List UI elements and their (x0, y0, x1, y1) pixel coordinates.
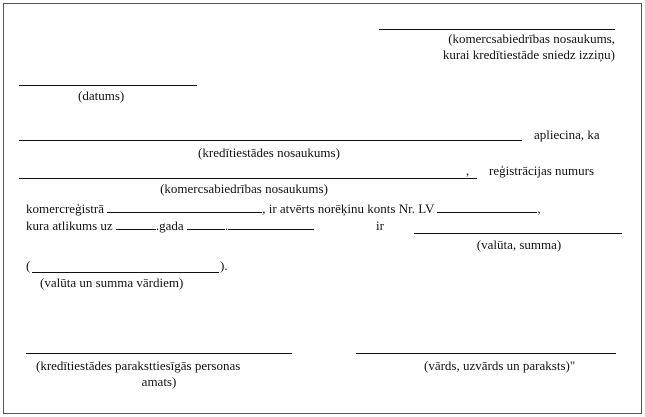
amount-words-line (32, 272, 219, 273)
position-caption-1: (kredītiestādes paraksttiesīgās personas (36, 358, 241, 373)
currency-amount-caption: (valūta, summa) (476, 237, 562, 252)
registry-prefix: komercreģistrā (26, 201, 104, 216)
signature-caption: (vārds, uzvārds un paraksts)" (424, 358, 576, 373)
balance-dot: . (224, 218, 229, 233)
document-form (3, 3, 642, 414)
date-caption: (datums) (78, 88, 125, 103)
currency-amount-line (414, 233, 622, 234)
day-field (228, 218, 314, 230)
company-line (19, 178, 477, 179)
position-line (26, 353, 292, 354)
month-field (187, 218, 225, 230)
registration-number-text: reģistrācijas numurs (489, 163, 595, 178)
balance-line (26, 218, 314, 233)
institution-caption: (kredītiestādes nosaukums) (198, 145, 340, 160)
account-number-field (437, 201, 537, 213)
position-caption-2: amats) (141, 374, 177, 389)
company-name-line (379, 29, 615, 30)
signature-line (356, 353, 616, 354)
words-caption: (valūta un summa vārdiem) (40, 275, 184, 290)
year-field (116, 218, 156, 230)
company-line-caption: (komercsabiedrības nosaukums) (160, 181, 328, 196)
words-open-paren: ( (26, 258, 31, 273)
balance-gada: .gada (155, 218, 184, 233)
company-caption-1: (komercsabiedrības nosaukums, (448, 31, 615, 46)
registry-middle: , ir atvērts norēķinu konts Nr. LV (262, 201, 435, 216)
registry-number-field (107, 201, 262, 213)
company-line-comma: , (466, 163, 470, 178)
words-close-paren: ). (220, 258, 228, 273)
date-line (19, 85, 197, 86)
registry-suffix: , (537, 201, 541, 216)
certifies-text: apliecina, ka (534, 127, 600, 142)
company-caption-2: kurai kredītiestāde sniedz izziņu) (442, 47, 615, 62)
registry-line (26, 201, 541, 216)
balance-prefix: kura atlikums uz (26, 218, 113, 233)
balance-ir: ir (376, 218, 384, 233)
institution-name-line (19, 140, 522, 141)
